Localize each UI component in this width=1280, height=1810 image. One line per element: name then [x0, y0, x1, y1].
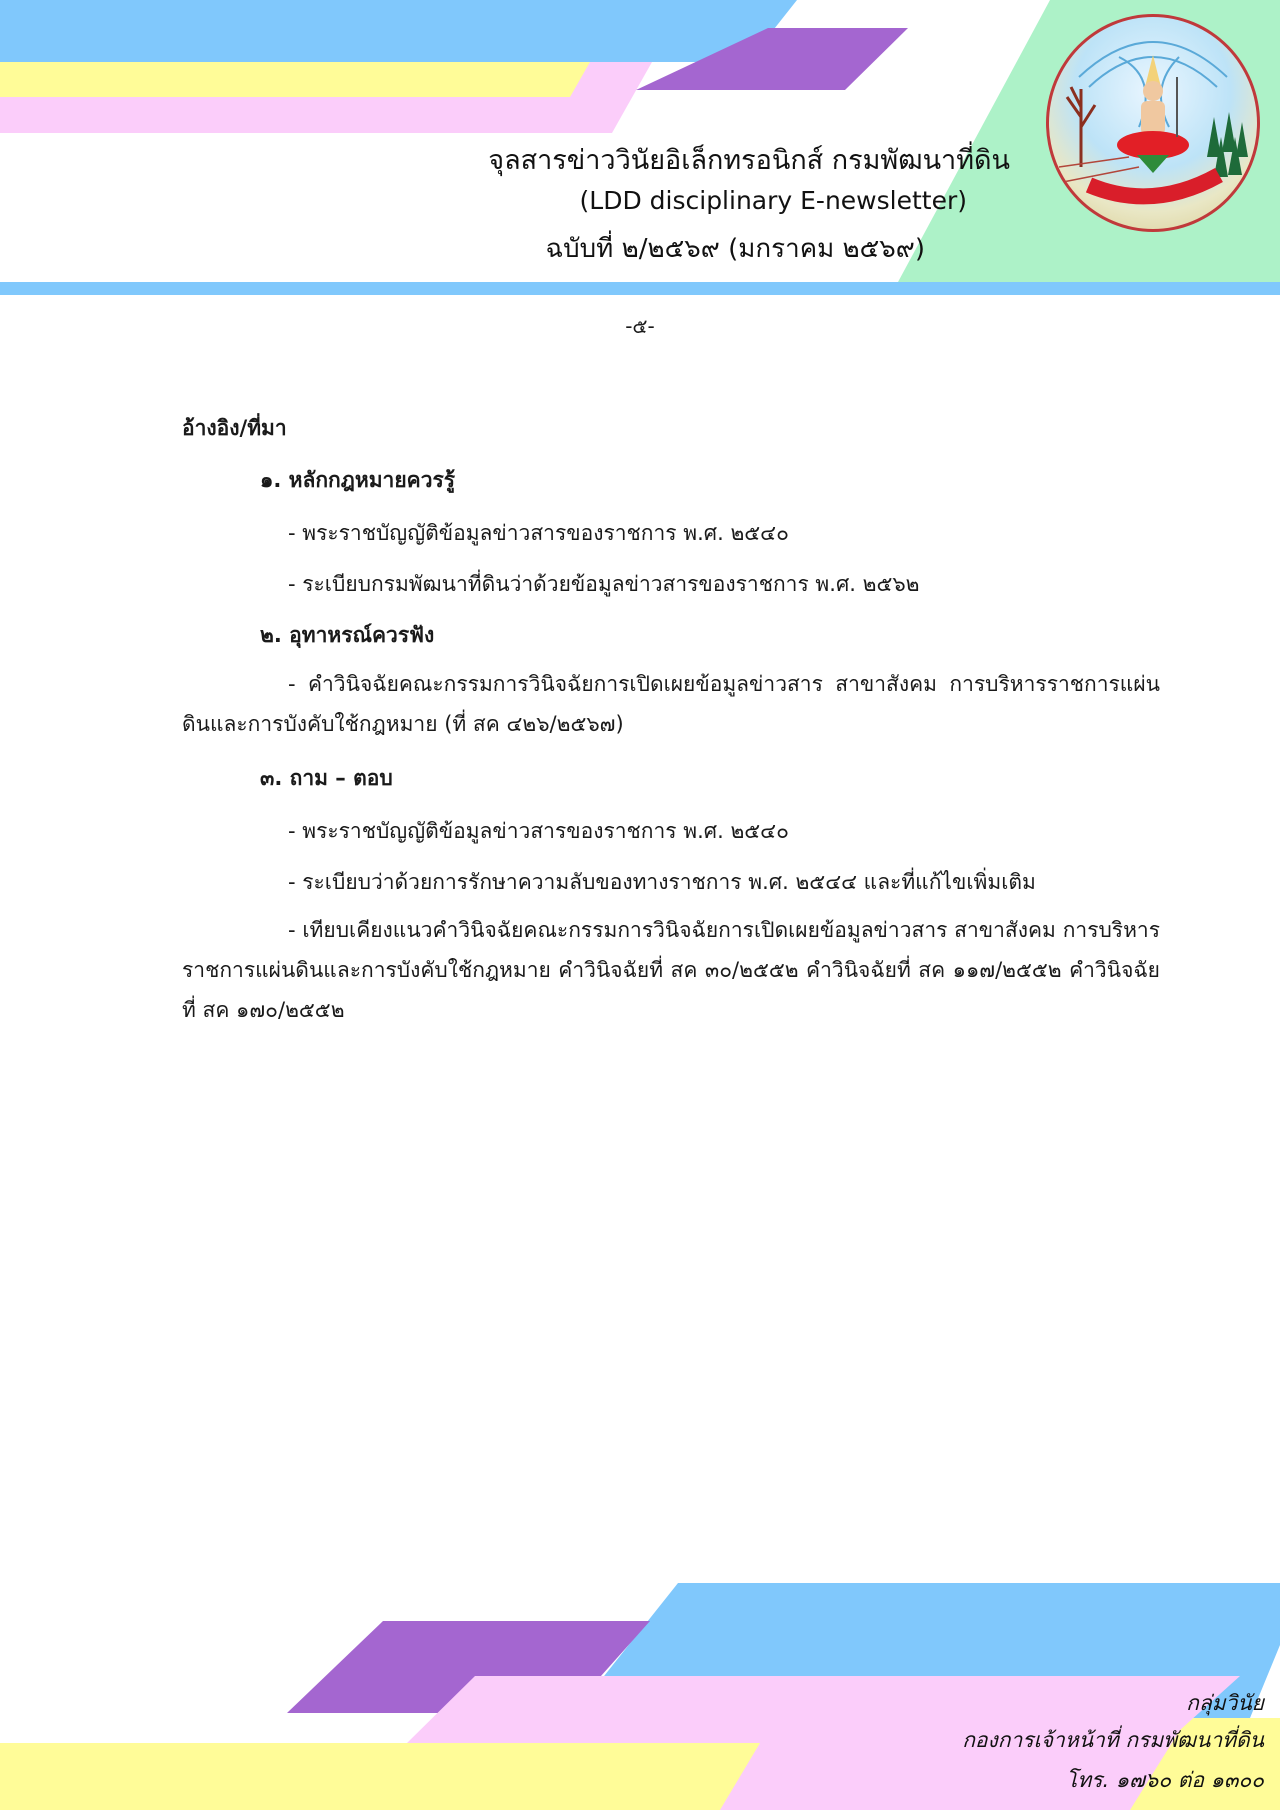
section-2-heading: ๒. อุทาหรณ์ควรฟัง: [260, 623, 435, 647]
ldd-logo-icon: [1046, 14, 1260, 232]
header-blue-band: [0, 0, 797, 62]
issue-number: ฉบับที่ ๒/๒๕๖๙ (มกราคม ๒๕๖๙): [545, 234, 925, 264]
references-title: อ้างอิง/ที่มา: [182, 416, 287, 440]
section-1-item-1: - พระราชบัญญัติข้อมูลข่าวสารของราชการ พ.ศ. ๒๕๔๐: [288, 521, 789, 545]
section-3-item-3: - เทียบเคียงแนวคำวินิจฉัยคณะกรรมการวินิจฉัยการเปิดเผยข้อมูลข่าวสาร สาขาสังคม การบริหารราชการแผ่นดินและการบังคับใช้กฎหมาย คำวินิจฉัยที่ สค ๓๐/๒๕๕๒ คำวินิจฉัยที่ สค ๑๑๗/๒๕๕๒ คำวินิจฉัยที่ สค ๑๗๐/๒๕๕๒: [182, 918, 1160, 1022]
section-3-item-1: - พระราชบัญญัติข้อมูลข่าวสารของราชการ พ.ศ. ๒๕๔๐: [288, 819, 789, 843]
footer-yellow-shape: [0, 1743, 760, 1810]
section-1-heading: ๑. หลักกฎหมายควรรู้: [260, 468, 456, 492]
section-2-item-1: - คำวินิจฉัยคณะกรรมการวินิจฉัยการเปิดเผยข้อมูลข่าวสาร สาขาสังคม การบริหารราชการแผ่นดินและการบังคับใช้กฎหมาย (ที่ สค ๔๒๖/๒๕๖๗): [182, 672, 1160, 736]
section-3-item-2: - ระเบียบว่าด้วยการรักษาความลับของทางราชการ พ.ศ. ๒๕๔๔ และที่แก้ไขเพิ่มเติม: [288, 870, 1036, 894]
section-3-heading: ๓. ถาม – ตอบ: [260, 766, 393, 790]
footer-division-name: กองการเจ้าหน้าที่ กรมพัฒนาที่ดิน: [962, 1728, 1264, 1752]
header-yellow-band: [0, 62, 590, 97]
header-blue-stripe: [0, 282, 1280, 295]
footer-phone: โทร. ๑๗๖๐ ต่อ ๑๓๐๐: [1066, 1768, 1264, 1792]
newsletter-title-english: (LDD disciplinary E-newsletter): [579, 186, 967, 215]
footer-group-name: กลุ่มวินัย: [1186, 1691, 1264, 1715]
page-number: -๕-: [625, 314, 655, 338]
newsletter-title-thai: จุลสารข่าววินัยอิเล็กทรอนิกส์ กรมพัฒนาที่ดิน: [488, 145, 1010, 176]
section-1-item-2: - ระเบียบกรมพัฒนาที่ดินว่าด้วยข้อมูลข่าวสารของราชการ พ.ศ. ๒๕๖๒: [288, 572, 920, 596]
